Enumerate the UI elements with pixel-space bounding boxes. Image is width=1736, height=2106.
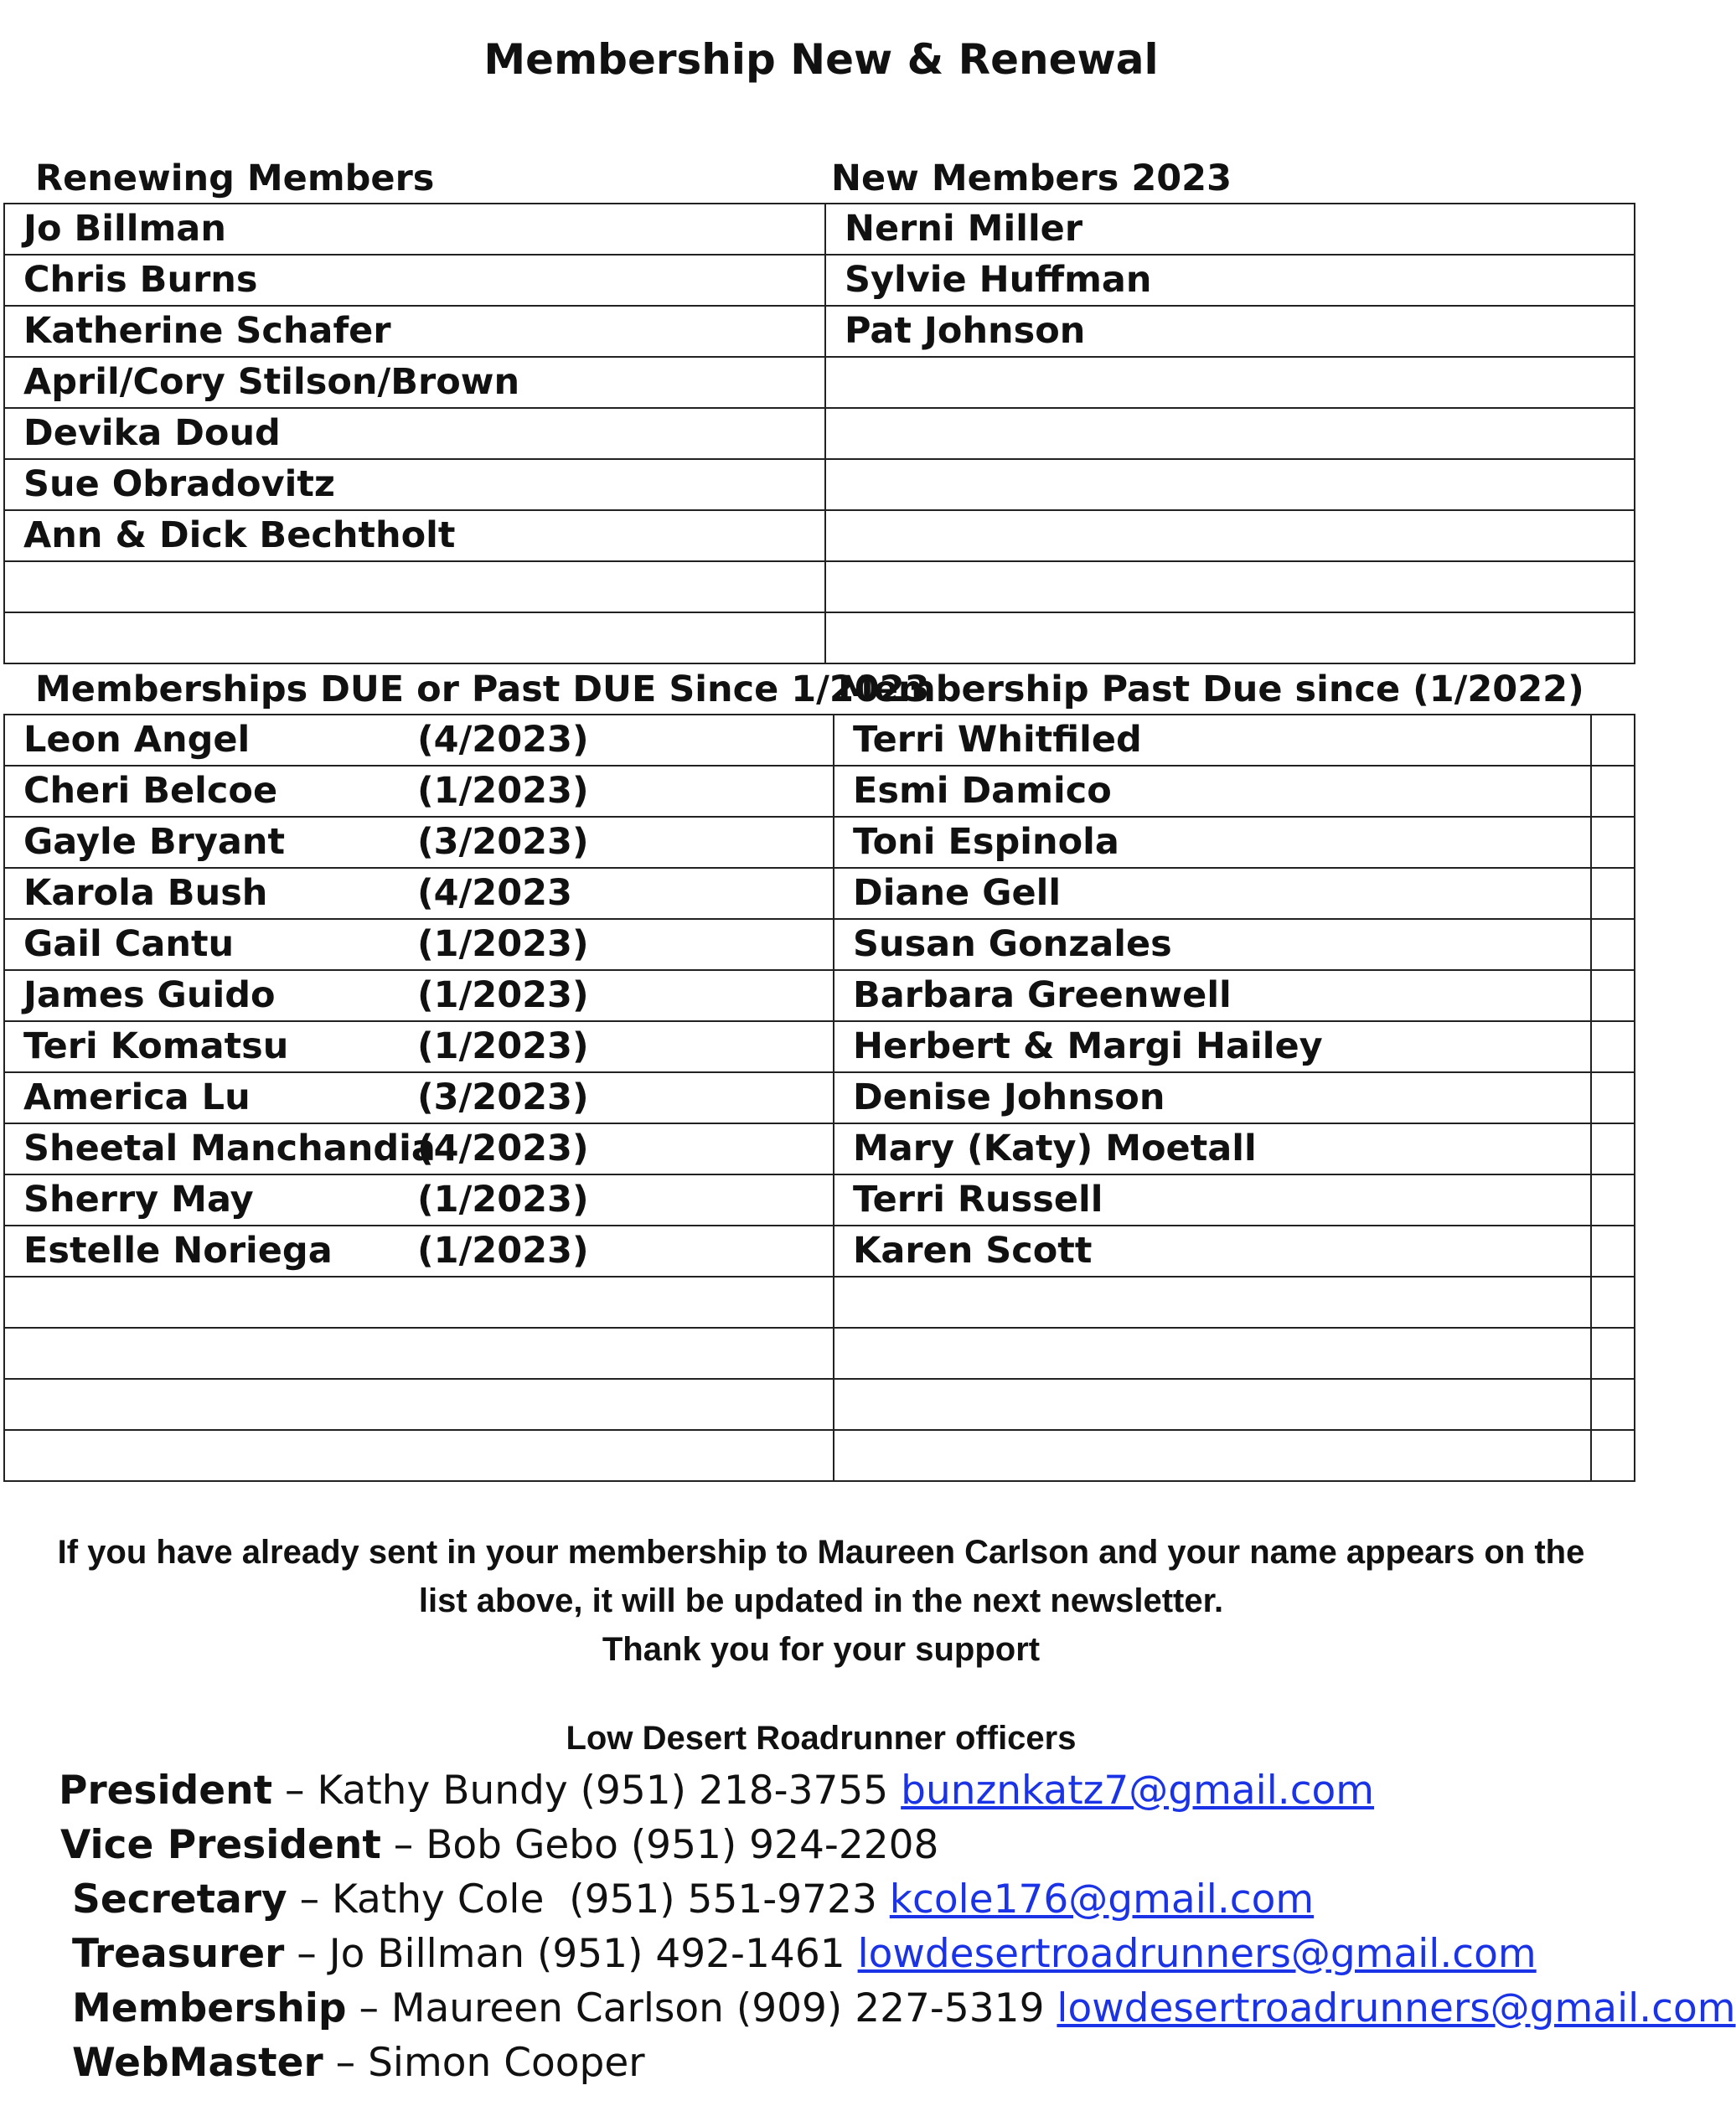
- officer-details: Maureen Carlson (909) 227-5319: [390, 1985, 1045, 2031]
- due-member-cell: [4, 1277, 834, 1328]
- new-member-cell: Sylvie Huffman: [825, 255, 1635, 306]
- due-member-cell: [4, 919, 834, 970]
- past-due-header: Membership Past Due since (1/2022): [838, 668, 1584, 710]
- due-member-cell: [4, 715, 834, 766]
- due-member-cell: [4, 766, 834, 817]
- due-date: (3/2023): [417, 1076, 589, 1118]
- blank-cell: [1591, 1277, 1635, 1328]
- officer-email-link[interactable]: kcole176@gmail.com: [889, 1876, 1315, 1923]
- renewing-members-header: Renewing Members: [35, 157, 435, 199]
- blank-cell: [1591, 919, 1635, 970]
- footer-notice: [0, 1528, 1642, 1674]
- table-row: [4, 1174, 1635, 1226]
- new-member-cell: Nerni Miller: [825, 204, 1635, 255]
- table-row: [4, 255, 1635, 306]
- renewing-member-cell: Katherine Schafer: [4, 306, 825, 357]
- table-row: [4, 1072, 1635, 1123]
- due-member-name: Teri Komatsu: [23, 1025, 289, 1067]
- due-member-name: Estelle Noriega: [23, 1230, 333, 1272]
- table-row: [4, 1021, 1635, 1072]
- due-date: (1/2023): [417, 923, 589, 965]
- due-table: [3, 714, 1635, 1482]
- table-row: [4, 357, 1635, 408]
- blank-cell: [1591, 970, 1635, 1021]
- new-member-cell: [825, 510, 1635, 561]
- renewal-table: [3, 203, 1635, 664]
- due-member-cell: [4, 970, 834, 1021]
- due-header: Memberships DUE or Past DUE Since 1/2023: [35, 668, 930, 710]
- table-row: [4, 766, 1635, 817]
- blank-cell: [1591, 1379, 1635, 1430]
- new-member-cell: [825, 408, 1635, 459]
- thank-you-line: Thank you for your support: [602, 1631, 1041, 1668]
- officer-line: [50, 1981, 1736, 2036]
- table-row: [4, 510, 1635, 561]
- table-row: [4, 204, 1635, 255]
- blank-cell: [1591, 1021, 1635, 1072]
- role-separator: –: [323, 2040, 369, 2086]
- due-date: (1/2023): [417, 1230, 589, 1272]
- new-member-cell: [825, 357, 1635, 408]
- due-member-name: Karola Bush: [23, 872, 268, 914]
- role-separator: –: [272, 1768, 318, 1814]
- due-member-name: Leon Angel: [23, 719, 251, 761]
- table-row: [4, 919, 1635, 970]
- table-row: [4, 1430, 1635, 1481]
- officer-details: Jo Billman (951) 492-1461: [328, 1931, 845, 1977]
- officer-line: [50, 1763, 1736, 1818]
- role-separator: –: [380, 1822, 426, 1868]
- past-due-member-cell: Terri Whitfiled: [834, 715, 1591, 766]
- due-member-cell: [4, 1328, 834, 1379]
- blank-cell: [1591, 1430, 1635, 1481]
- blank-cell: [1591, 1226, 1635, 1277]
- officer-line: [50, 1927, 1736, 1981]
- due-date: (1/2023): [417, 974, 589, 1016]
- table-row: [4, 817, 1635, 868]
- table-row: [4, 1379, 1635, 1430]
- due-member-name: Sheetal Manchandia: [23, 1128, 436, 1169]
- officer-details: Simon Cooper: [368, 2040, 645, 2086]
- notice-line-2: list above, it will be updated in the next newsletter.: [418, 1582, 1224, 1619]
- blank-cell: [1591, 766, 1635, 817]
- past-due-member-cell: Toni Espinola: [834, 817, 1591, 868]
- table-row: [4, 612, 1635, 663]
- officers-title: Low Desert Roadrunner officers: [566, 1720, 1077, 1757]
- renewing-member-cell: Sue Obradovitz: [4, 459, 825, 510]
- due-member-cell: [4, 1174, 834, 1226]
- blank-cell: [1591, 715, 1635, 766]
- blank-cell: [1591, 1174, 1635, 1226]
- blank-cell: [1591, 817, 1635, 868]
- blank-cell: [1591, 1123, 1635, 1174]
- officer-email-link[interactable]: lowdesertroadrunners@gmail.com: [1057, 1985, 1736, 2031]
- past-due-member-cell: [834, 1430, 1591, 1481]
- new-member-cell: Pat Johnson: [825, 306, 1635, 357]
- due-member-name: Gail Cantu: [23, 923, 235, 965]
- officer-details: Bob Gebo (951) 924-2208: [426, 1822, 939, 1868]
- due-member-cell: [4, 1021, 834, 1072]
- table-row: [4, 970, 1635, 1021]
- due-date: (4/2023): [417, 1128, 589, 1169]
- officer-details: Kathy Bundy (951) 218-3755: [317, 1768, 889, 1814]
- officer-role: Secretary: [72, 1876, 287, 1923]
- renewing-member-cell: [4, 561, 825, 612]
- renewing-member-cell: Chris Burns: [4, 255, 825, 306]
- due-member-cell: [4, 817, 834, 868]
- renewing-member-cell: Devika Doud: [4, 408, 825, 459]
- past-due-member-cell: Karen Scott: [834, 1226, 1591, 1277]
- due-member-name: James Guido: [23, 974, 276, 1016]
- due-member-name: America Lu: [23, 1076, 251, 1118]
- due-member-name: Gayle Bryant: [23, 821, 286, 863]
- past-due-member-cell: Esmi Damico: [834, 766, 1591, 817]
- renewing-member-cell: April/Cory Stilson/Brown: [4, 357, 825, 408]
- due-member-cell: [4, 1226, 834, 1277]
- due-member-name: Sherry May: [23, 1179, 254, 1221]
- officer-email-link[interactable]: bunznkatz7@gmail.com: [901, 1768, 1375, 1814]
- due-member-cell: [4, 1072, 834, 1123]
- officer-role: WebMaster: [72, 2040, 323, 2086]
- past-due-member-cell: [834, 1379, 1591, 1430]
- table-row: [4, 715, 1635, 766]
- due-member-cell: [4, 868, 834, 919]
- blank-cell: [1591, 868, 1635, 919]
- due-member-name: Cheri Belcoe: [23, 770, 278, 812]
- officer-line: [50, 2036, 1736, 2090]
- due-date: (4/2023: [417, 872, 572, 914]
- renewing-member-cell: Ann & Dick Bechtholt: [4, 510, 825, 561]
- due-member-cell: [4, 1430, 834, 1481]
- past-due-member-cell: Diane Gell: [834, 868, 1591, 919]
- past-due-member-cell: [834, 1277, 1591, 1328]
- table-row: [4, 1226, 1635, 1277]
- table-row: [4, 306, 1635, 357]
- role-separator: –: [346, 1985, 391, 2031]
- past-due-member-cell: [834, 1328, 1591, 1379]
- table-row: [4, 459, 1635, 510]
- role-separator: –: [284, 1931, 329, 1977]
- past-due-member-cell: Terri Russell: [834, 1174, 1591, 1226]
- due-date: (1/2023): [417, 1025, 589, 1067]
- renewing-member-cell: Jo Billman: [4, 204, 825, 255]
- due-member-cell: [4, 1379, 834, 1430]
- due-member-cell: [4, 1123, 834, 1174]
- notice-line-1: If you have already sent in your membership to Maureen Carlson and your name appears on the: [57, 1534, 1585, 1571]
- officer-role: Treasurer: [72, 1931, 285, 1977]
- renewing-member-cell: [4, 612, 825, 663]
- due-date: (1/2023): [417, 770, 589, 812]
- past-due-member-cell: Denise Johnson: [834, 1072, 1591, 1123]
- due-date: (1/2023): [417, 1179, 589, 1221]
- past-due-member-cell: Herbert & Margi Hailey: [834, 1021, 1591, 1072]
- due-date: (4/2023): [417, 719, 589, 761]
- table-row: [4, 1277, 1635, 1328]
- table-row: [4, 1123, 1635, 1174]
- role-separator: –: [287, 1876, 333, 1923]
- officer-email-link[interactable]: lowdesertroadrunners@gmail.com: [857, 1931, 1537, 1977]
- table-row: [4, 408, 1635, 459]
- officers-list: [50, 1763, 1736, 2090]
- past-due-member-cell: Barbara Greenwell: [834, 970, 1591, 1021]
- blank-cell: [1591, 1328, 1635, 1379]
- officer-role: Vice President: [60, 1822, 381, 1868]
- due-date: (3/2023): [417, 821, 589, 863]
- officer-line: [50, 1818, 1736, 1872]
- new-member-cell: [825, 459, 1635, 510]
- page-title: Membership New & Renewal: [483, 35, 1159, 84]
- table-row: [4, 868, 1635, 919]
- new-members-header: New Members 2023: [831, 157, 1232, 199]
- officer-role: President: [59, 1768, 273, 1814]
- past-due-member-cell: Mary (Katy) Moetall: [834, 1123, 1591, 1174]
- new-member-cell: [825, 561, 1635, 612]
- blank-cell: [1591, 1072, 1635, 1123]
- officer-role: Membership: [72, 1985, 347, 2031]
- new-member-cell: [825, 612, 1635, 663]
- officer-details: Kathy Cole (951) 551-9723: [332, 1876, 877, 1923]
- officer-line: [50, 1872, 1736, 1927]
- past-due-member-cell: Susan Gonzales: [834, 919, 1591, 970]
- table-row: [4, 561, 1635, 612]
- table-row: [4, 1328, 1635, 1379]
